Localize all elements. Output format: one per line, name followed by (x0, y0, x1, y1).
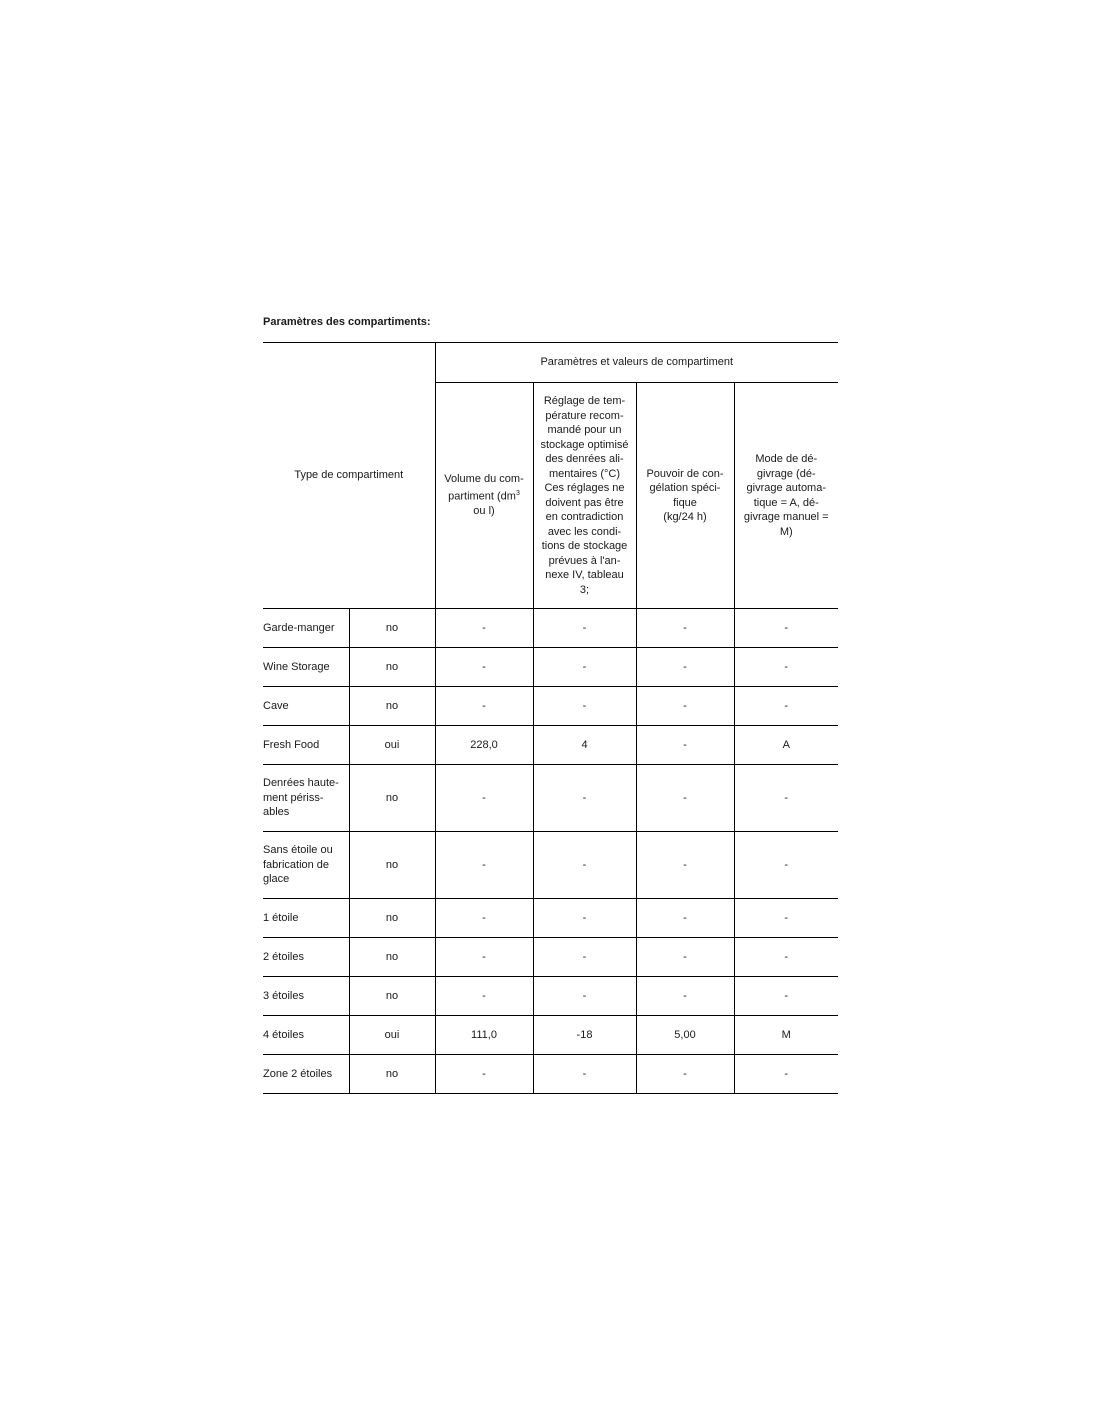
temperature-cell: - (533, 1055, 636, 1094)
defrost-mode-cell: - (734, 832, 838, 899)
freezing-capacity-cell: - (636, 938, 734, 977)
defrost-mode-cell: A (734, 726, 838, 765)
temperature-cell: - (533, 977, 636, 1016)
compartment-name-cell: Denrées haute- ment périss- ables (263, 765, 349, 832)
defrost-mode-cell: - (734, 609, 838, 648)
temperature-cell: - (533, 609, 636, 648)
temperature-cell: - (533, 648, 636, 687)
compartment-present-cell: no (349, 648, 435, 687)
defrost-mode-cell: - (734, 765, 838, 832)
table-row (263, 726, 838, 765)
table-row (263, 648, 838, 687)
freezing-capacity-cell: - (636, 899, 734, 938)
table-row (263, 977, 838, 1016)
freezing-capacity-cell: - (636, 765, 734, 832)
freezing-capacity-cell: - (636, 726, 734, 765)
defrost-mode-cell: - (734, 977, 838, 1016)
compartment-present-cell: no (349, 899, 435, 938)
column-header-text: Réglage de tem- pérature recom- mandé pour un stockage optimisé des denrées ali- mentaires (°C) Ces réglages ne doivent pas être en contradiction avec les condi- tions de stockage prévues à l'an- nexe IV, tableau 3; (540, 395, 629, 596)
temperature-cell: 4 (533, 726, 636, 765)
temperature-column-header (533, 383, 636, 609)
volume-column-header (435, 383, 533, 609)
defrost-mode-cell: - (734, 687, 838, 726)
volume-cell: - (435, 832, 533, 899)
compartment-present-cell: no (349, 938, 435, 977)
temperature-cell: - (533, 938, 636, 977)
compartment-present-cell: no (349, 977, 435, 1016)
freezing-capacity-cell: 5,00 (636, 1016, 734, 1055)
compartment-present-cell: oui (349, 726, 435, 765)
defrost-mode-cell: - (734, 899, 838, 938)
temperature-cell: -18 (533, 1016, 636, 1055)
volume-cell: - (435, 609, 533, 648)
volume-cell: - (435, 899, 533, 938)
compartment-name-cell: Garde-manger (263, 609, 349, 648)
temperature-cell: - (533, 899, 636, 938)
compartment-name-cell: Zone 2 étoiles (263, 1055, 349, 1094)
volume-cell: - (435, 1055, 533, 1094)
compartment-name-cell: 4 étoiles (263, 1016, 349, 1055)
compartment-name-cell: 1 étoile (263, 899, 349, 938)
table-row (263, 1016, 838, 1055)
compartment-name-cell: Fresh Food (263, 726, 349, 765)
compartment-present-cell: no (349, 1055, 435, 1094)
compartment-name-cell: Sans étoile ou fabrication de glace (263, 832, 349, 899)
column-header-text: Pouvoir de con- gélation spéci- fique (kg/24 h) (646, 467, 724, 523)
defrost-mode-cell: - (734, 648, 838, 687)
table-row (263, 1055, 838, 1094)
freezing-capacity-cell: - (636, 648, 734, 687)
volume-cell: 111,0 (435, 1016, 533, 1055)
defrost-mode-column-header (734, 383, 838, 609)
column-header-text-end: ou l) (473, 505, 495, 518)
defrost-mode-cell: M (734, 1016, 838, 1055)
compartment-parameters-table (263, 342, 838, 1094)
temperature-cell: - (533, 832, 636, 899)
table-row (263, 765, 838, 832)
compartment-name-cell: Wine Storage (263, 648, 349, 687)
volume-cell: - (435, 648, 533, 687)
defrost-mode-cell: - (734, 938, 838, 977)
compartment-present-cell: no (349, 832, 435, 899)
volume-cell: - (435, 687, 533, 726)
compartment-present-cell: no (349, 609, 435, 648)
volume-cell: 228,0 (435, 726, 533, 765)
compartment-name-cell: 3 étoiles (263, 977, 349, 1016)
volume-cell: - (435, 977, 533, 1016)
freezing-capacity-cell: - (636, 1055, 734, 1094)
table-row (263, 687, 838, 726)
defrost-mode-cell: - (734, 1055, 838, 1094)
column-header-text: Volume du com- partiment (dm (444, 473, 524, 503)
freezing-capacity-column-header (636, 383, 734, 609)
compartment-values-header: Paramètres et valeurs de compartiment (435, 343, 838, 383)
volume-cell: - (435, 938, 533, 977)
table-row (263, 938, 838, 977)
compartment-present-cell: oui (349, 1016, 435, 1055)
temperature-cell: - (533, 765, 636, 832)
freezing-capacity-cell: - (636, 609, 734, 648)
compartment-type-header: Type de compartiment (263, 343, 435, 609)
volume-cell: - (435, 765, 533, 832)
table-row (263, 609, 838, 648)
compartment-present-cell: no (349, 687, 435, 726)
freezing-capacity-cell: - (636, 832, 734, 899)
column-header-text: Mode de dé- givrage (dé- givrage automa- tique = A, dé- givrage manuel = M) (743, 453, 829, 538)
document-title: Paramètres des compartiments: (263, 316, 431, 328)
unit-superscript: 3 (515, 489, 520, 497)
header-row-group (263, 343, 838, 383)
temperature-cell: - (533, 687, 636, 726)
freezing-capacity-cell: - (636, 687, 734, 726)
freezing-capacity-cell: - (636, 977, 734, 1016)
compartment-present-cell: no (349, 765, 435, 832)
compartment-name-cell: 2 étoiles (263, 938, 349, 977)
compartment-name-cell: Cave (263, 687, 349, 726)
table-row (263, 899, 838, 938)
table-row (263, 832, 838, 899)
